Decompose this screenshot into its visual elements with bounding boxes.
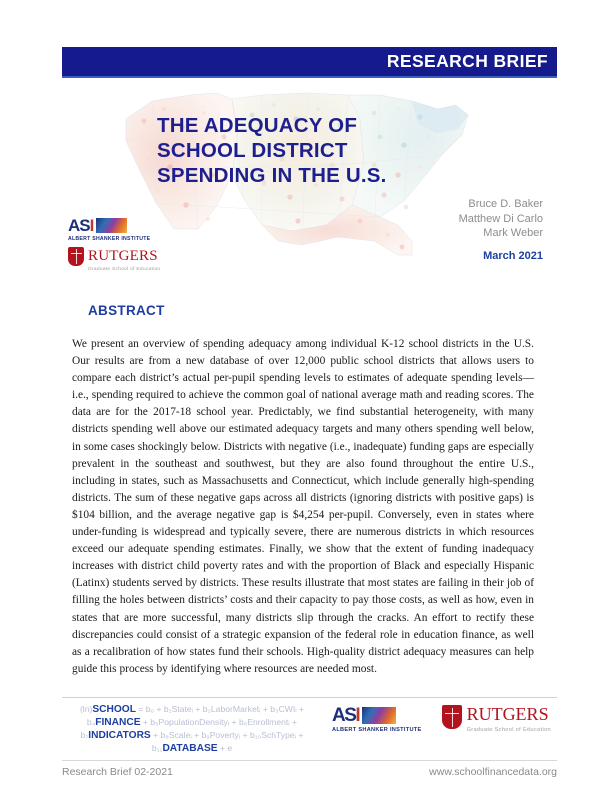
formula-line1-pre: (ln) (79, 704, 93, 714)
cover-title (157, 113, 457, 188)
formula-line4-post: + e (217, 743, 233, 753)
abstract-heading: ABSTRACT (88, 303, 165, 318)
formula-line4-pre: b₉Povertyᵢ + b₁₀SchTypeᵢ + b₁₁ (151, 730, 304, 753)
footer-asi-monogram-icon: ASI (332, 704, 360, 726)
formula-keyword-database: DATABASE (162, 743, 218, 754)
abstract-body-text: We present an overview of spending adequacy among individual K-12 school districts in the U.S. Our results are from a new database of over 12,000 public school districts that allows users to compare each district’s actual per-pupil spending levels to estimates of adequate spending levels—i.e., spending required to achieve the common goal of national average math and reading scores. The data are for the 2017-18 school year. Predictably, we find substantial heterogeneity, with many districts spending well above our estimated adequacy targets and many others spending well below, in some cases shockingly below. Districts with negative (i.e., inadequate) funding gaps are especially prevalent in the southeast and southwest, but they are also found throughout the entire U.S., including in states, such as Massachusetts and Connecticut, which include generally high-spending districts. The sum of these negative gaps across all districts (ignoring districts with positive gaps) is $104 billion, and the average negative gap is $4,254 per-pupil. Conversely, even in states where under-funding is widespread and typically severe, there are numerous districts in which resources exceed our adequate spending estimates. Finally, we show that the extent of funding inadequacy increases with district child poverty rates and with the proportion of Black and especially Hispanic (Latinx) students served by districts. These results illustrate that most states are failing in their job of filling the holes between districts’ costs and their capacity to pay those costs, as well as how, even in states that are more successful, many districts slip through the cracks. An effort to rectify these discrepancies could consist of a strategic expansion of the federal role in education finance, as well as a recalibration of how states fund their schools. High-quality district adequacy measures can help guide this process by identifying where resources are needed most. (72, 338, 534, 675)
footer-rutgers-shield-icon (442, 705, 462, 729)
asi-monogram-icon: ASI (68, 216, 94, 235)
asi-logo-caption: ALBERT SHANKER INSTITUTE (68, 235, 151, 242)
rutgers-shield-icon (68, 247, 84, 266)
author-1: Bruce D. Baker (468, 198, 543, 210)
formula-line3-pre: b₆Enrollmentᵢ + b₇ (80, 717, 298, 740)
footer-rutgers-logo-subtitle: Graduate School of Education (466, 727, 551, 733)
footer-logo-group (332, 705, 551, 733)
footer-section (62, 699, 557, 759)
formula-keyword-indicators: INDICATORS (88, 730, 151, 741)
asi-gradient-bars-icon (96, 218, 127, 233)
footer-albert-shanker-institute-logo (332, 706, 422, 733)
footer-asi-gradient-bars-icon (362, 707, 396, 724)
footer-rutgers-logo (442, 705, 551, 733)
footer-divider (62, 697, 557, 698)
footer-bottom-divider (62, 760, 557, 761)
footer-asi-logo-caption: ALBERT SHANKER INSTITUTE (332, 726, 422, 733)
formula-line2-post: + b₅PopulationDensityᵢ + (140, 717, 237, 727)
research-brief-banner (62, 47, 557, 78)
cover-logo-group (68, 217, 188, 272)
cover-title-line-3: SPENDING IN THE U.S. (157, 164, 387, 187)
formula-keyword-finance: FINANCE (95, 717, 141, 728)
author-2: Matthew Di Carlo (458, 212, 543, 225)
footer-rutgers-wordmark: RUTGERS (466, 704, 549, 724)
publication-date: March 2021 (483, 250, 543, 262)
formula-keyword-school: SCHOOL (92, 704, 136, 715)
banner-label: RESEARCH BRIEF (386, 51, 548, 71)
cover-section (62, 79, 557, 279)
sfid-formula-graphic (66, 703, 318, 755)
rutgers-wordmark: RUTGERS (88, 247, 158, 264)
cover-title-line-1: THE ADEQUACY OF (157, 114, 358, 137)
brief-number: Research Brief 02-2021 (62, 766, 173, 778)
cover-title-line-2: SCHOOL DISTRICT (157, 139, 348, 162)
formula-line3-post: + b₈Scaleᵢ + (150, 730, 200, 740)
rutgers-logo (68, 247, 188, 272)
formula-line1-post: = b₀ + b₁Stateᵢ + b₂LaborMarketᵢ + (135, 704, 268, 714)
albert-shanker-institute-logo (68, 217, 188, 242)
formula-line2-pre: b₃CWIᵢ + b₄ (86, 704, 305, 727)
website-url[interactable]: www.schoolfinancedata.org (429, 766, 557, 778)
author-3: Mark Weber (483, 227, 543, 239)
author-list (459, 197, 543, 241)
rutgers-logo-subtitle: Graduate School of Education (88, 266, 161, 272)
footer-meta-bar (62, 766, 557, 778)
